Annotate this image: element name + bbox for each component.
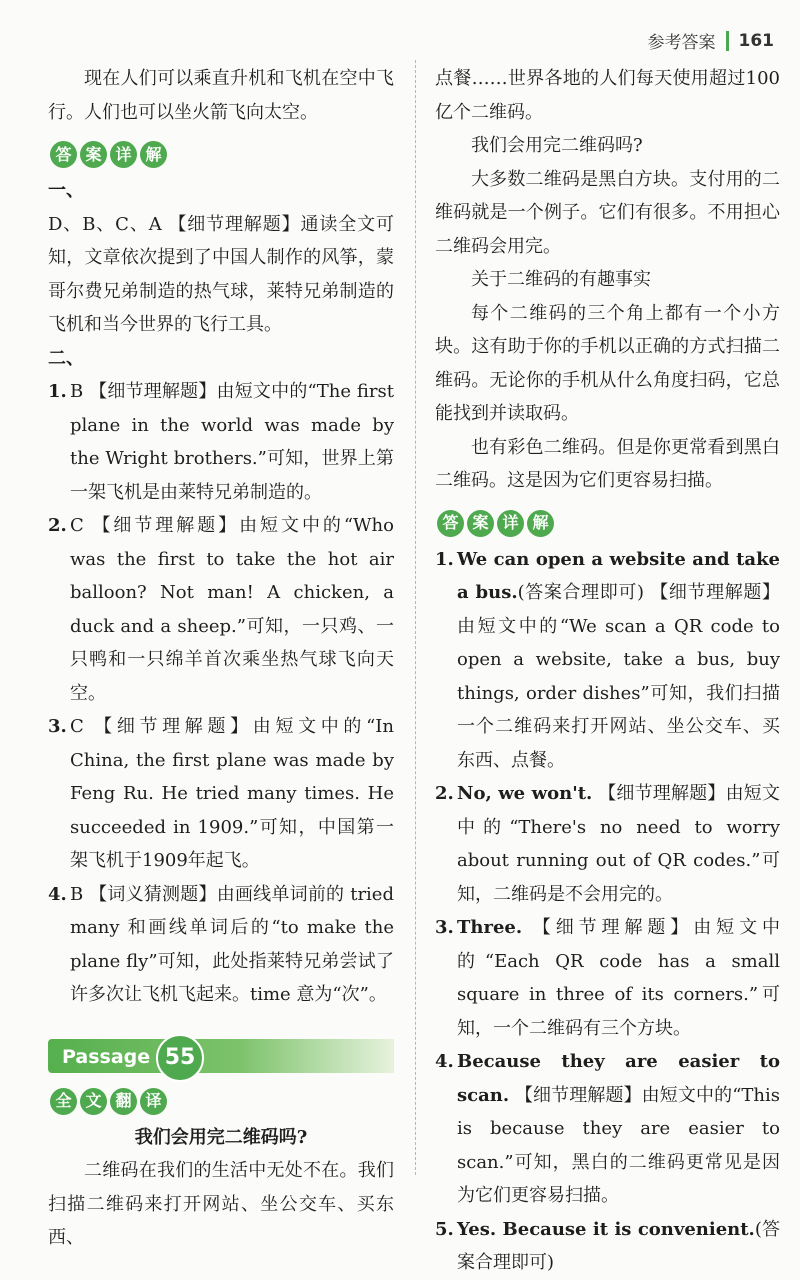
- column-divider: [415, 60, 416, 1175]
- answer-text: C 【细节理解题】由短文中的“In China, the first plane was made by Feng Ru. He tried many times. He succeeded in 1909.”可知，中国第一架飞机于1909年起飞。: [70, 716, 394, 871]
- translation-paragraph-cont: 点餐……世界各地的人们每天使用超过100亿个二维码。: [435, 68, 780, 123]
- badge-char: 答: [437, 510, 464, 537]
- answer-explanation: 【细节理解题】由短文中的“There's no need to worry about running out of QR codes.”可知，二维码是不会用完的。: [457, 783, 780, 905]
- answer-explanation: 【细节理解题】由短文中的“Each QR code has a small square in three of its corners.”可知，一个二维码有三个方块。: [457, 917, 780, 1039]
- answer-explanation: (答案合理即可) 【细节理解题】由短文中的“We scan a QR code to open a website, take a bus, buy things, order dishes”可知，我们扫描一个二维码来打开网站、坐公交车、买东西、点餐。: [457, 582, 780, 771]
- left-column: [48, 62, 394, 1255]
- answer-lead: We can open a website and take a bus.: [457, 548, 780, 603]
- translation-title: 我们会用完二维码吗?: [134, 1126, 308, 1148]
- answer-number: 2.: [435, 783, 454, 804]
- part1-text: D、B、C、A 【细节理解题】通读全文可知，文章依次提到了中国人制作的风筝，蒙哥尔费兄弟制造的热气球，莱特兄弟制造的飞机和当今世界的飞行工具。: [48, 213, 394, 335]
- translation-paragraph: 二维码在我们的生活中无处不在。我们扫描二维码来打开网站、坐公交车、买东西、: [48, 1160, 394, 1248]
- answer-lead: No, we won't.: [457, 783, 593, 804]
- answer-detail-badge: [50, 141, 394, 168]
- badge-char: 文: [80, 1088, 107, 1115]
- answer-text: C 【细节理解题】由短文中的“Who was the first to take the hot air balloon? Not man! A chicken, a duck and a sheep.”可知，一只鸡、一只鸭和一只绵羊首次乘坐热气球飞向天空。: [70, 515, 394, 704]
- answer-explanation: 【细节理解题】由短文中的“This is because they are easier to scan.”可知，黑白的二维码更常见是因为它们更容易扫描。: [457, 1084, 780, 1206]
- badge-char: 翻: [110, 1088, 137, 1115]
- answer-item: [435, 1213, 780, 1280]
- answer-lead: Three.: [457, 917, 523, 938]
- answer-lead: Yes. Because it is convenient.: [457, 1218, 755, 1240]
- answer-text: B 【词义猜测题】由画线单词前的 tried many 和画线单词后的“to make the plane fly”可知，此处指莱特兄弟尝试了许多次让飞机飞起来。time 意为“次”。: [70, 883, 394, 1005]
- answer-item: [48, 375, 394, 509]
- badge-char: 全: [50, 1088, 77, 1115]
- answer-text: [457, 911, 780, 1045]
- answer-explanation: (答案合理即可): [457, 1218, 780, 1273]
- answer-item: [48, 509, 394, 710]
- part1-heading: 一、: [48, 180, 84, 201]
- passage-banner: [48, 1036, 394, 1076]
- answer-text: [457, 777, 780, 911]
- answer-item: [48, 710, 394, 878]
- answer-number: 1.: [435, 548, 454, 570]
- answer-number: 3.: [435, 917, 454, 938]
- answer-text: [457, 1213, 780, 1280]
- intro-paragraph: 现在人们可以乘直升机和飞机在空中飞行。人们也可以坐火箭飞向太空。: [48, 68, 394, 123]
- question-line: 我们会用完二维码吗?: [471, 135, 643, 156]
- passage-label: Passage: [62, 1045, 151, 1068]
- badge-char: 案: [467, 510, 494, 537]
- right-column: [435, 62, 780, 1280]
- translation-paragraph: 大多数二维码是黑白方块。支付用的二维码就是一个例子。它们有很多。不用担心二维码会用完。: [435, 168, 780, 257]
- badge-char: 详: [497, 510, 524, 537]
- answer-number: 3.: [48, 716, 67, 737]
- answer-number: 1.: [48, 381, 67, 402]
- page-number: 161: [738, 30, 774, 51]
- answer-item: [435, 543, 780, 778]
- answer-lead: Because they are easier to scan.: [457, 1051, 780, 1106]
- translation-paragraph: 也有彩色二维码。但是你更常看到黑白二维码。这是因为它们更容易扫描。: [435, 436, 780, 491]
- answer-number: 2.: [48, 515, 67, 536]
- answer-item: [48, 878, 394, 1012]
- answer-number: 4.: [48, 883, 67, 905]
- answer-number: 4.: [435, 1051, 454, 1072]
- badge-char: 译: [140, 1088, 167, 1115]
- answer-detail-badge: [437, 510, 780, 537]
- answer-item: [435, 1045, 780, 1213]
- badge-char: 解: [527, 510, 554, 537]
- part2-heading: 二、: [48, 347, 84, 369]
- section-title: 参考答案: [647, 33, 716, 53]
- translation-paragraph: 每个二维码的三个角上都有一个小方块。这有助于你的手机以正确的方式扫描二维码。无论你的手机从什么角度扫码，它总能找到并读取码。: [435, 302, 780, 424]
- badge-char: 详: [110, 141, 137, 168]
- answer-item: [435, 777, 780, 911]
- translation-badge: [50, 1088, 394, 1115]
- badge-char: 答: [50, 141, 77, 168]
- answer-text: [457, 543, 780, 778]
- answer-text: [457, 1045, 780, 1213]
- answer-text: B 【细节理解题】由短文中的“The first plane in the world was made by the Wright brothers.”可知，世界上第一架飞机是由莱特兄弟制造的。: [70, 381, 394, 503]
- header-divider: [726, 31, 729, 51]
- badge-char: 案: [80, 141, 107, 168]
- passage-number: 55: [156, 1034, 204, 1082]
- badge-char: 解: [140, 141, 167, 168]
- subheading: 关于二维码的有趣事实: [471, 269, 651, 290]
- page-header: [648, 28, 775, 53]
- answer-number: 5.: [435, 1218, 454, 1240]
- answer-item: [435, 911, 780, 1045]
